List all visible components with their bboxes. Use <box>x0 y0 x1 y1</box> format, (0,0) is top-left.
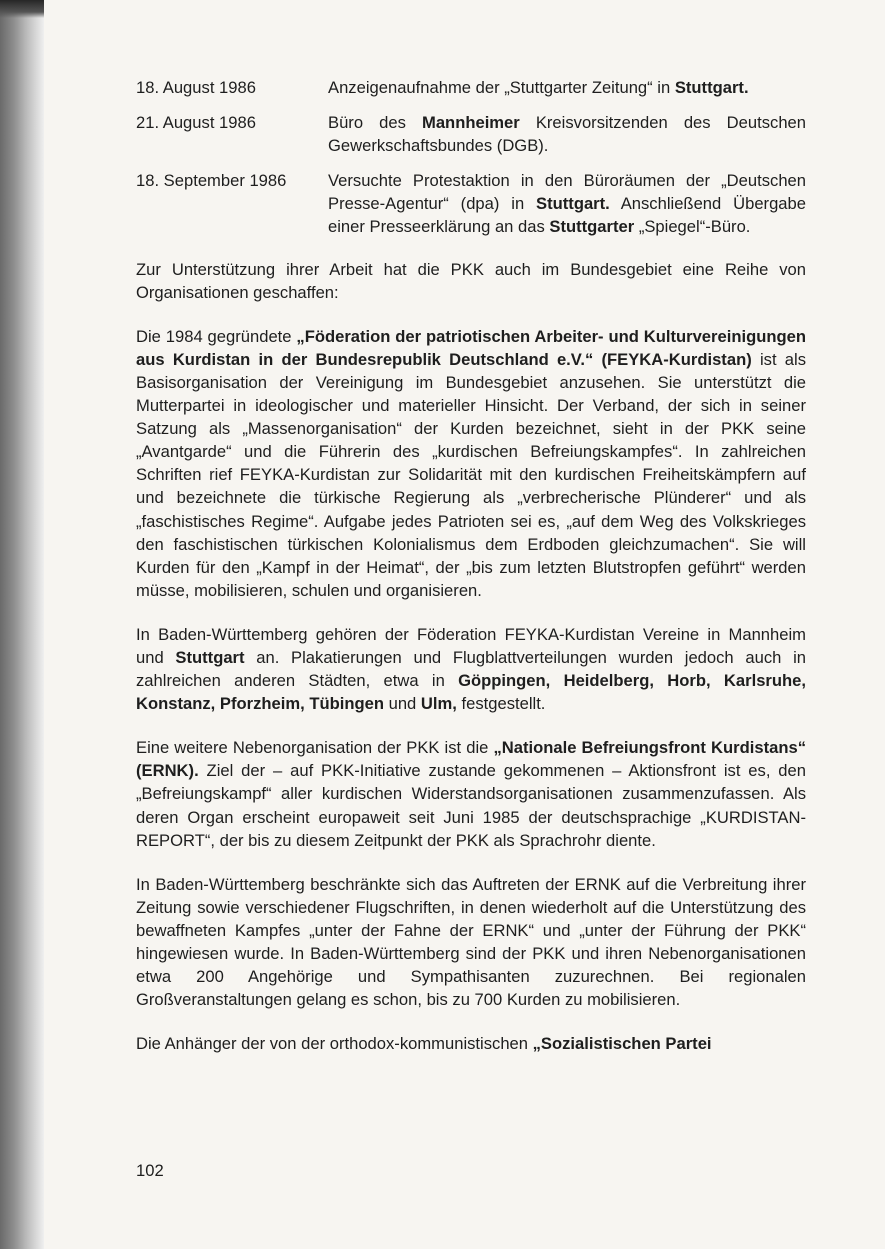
text-run: Büro des <box>328 113 422 133</box>
text-run: Zur Unterstützung ihrer Arbeit hat die PKK auch im Bundesgebiet eine Reihe von Organisationen geschaffen: <box>136 259 806 302</box>
body-paragraph <box>136 736 806 851</box>
text-run: In Baden-Württemberg beschränkte sich das Auftreten der ERNK auf die Verbreitung ihrer Zeitung sowie verschiedener Flugschriften, in denen wiederholt auf die Unterstützung des bewaffneten Kampfes „unter der Fahne der ERNK“ und „unter der Führung der PKK“ hingewiesen wurde. In Baden-Württemberg sind der PKK und ihren Nebenorganisationen etwa 200 Angehörige und Sympathisanten zuzurechnen. Bei regionalen Großveranstaltungen gelang es schon, bis zu 700 Kurden zu mobilisieren. <box>136 874 806 1010</box>
binding-top-shadow <box>0 0 48 18</box>
text-run: festgestellt. <box>456 694 546 714</box>
place-name: Stuttgarter <box>549 217 635 237</box>
text-run: an. Plakatierungen und Flugblattverteilungen wurden jedoch auch in zahlreichen anderen Städten, etwa in <box>136 647 806 691</box>
place-name: Ulm, <box>420 694 457 714</box>
book-binding-shadow <box>0 0 44 1249</box>
place-names: Göppingen, Heidelberg, Horb, Karlsruhe, Konstanz, Pforzheim, Tübingen <box>136 671 806 714</box>
organization-name: „Sozialistischen Partei <box>532 1034 712 1054</box>
text-run: Anschließend Übergabe einer Presseerklärung an das <box>328 194 806 237</box>
text-run: und <box>383 694 421 714</box>
entry-description <box>328 169 806 238</box>
entry-date: 18. September 1986 <box>136 171 287 191</box>
text-run: Eine weitere Nebenorganisation der PKK ist die <box>136 738 494 758</box>
body-paragraph <box>136 873 806 1012</box>
organization-name: „Föderation der patriotischen Arbeiter- und Kulturvereinigungen aus Kurdistan in der Bundesrepublik Deutschland e.V.“ (FEYKA-Kurdistan) <box>136 326 806 369</box>
entry-date: 18. August 1986 <box>136 78 256 97</box>
text-run: Die Anhänger der von der orthodox-kommunistischen <box>136 1034 533 1054</box>
text-run: „Spiegel“-Büro. <box>634 217 751 237</box>
body-paragraph <box>136 623 806 715</box>
chronology-list <box>136 76 806 239</box>
place-name: Stuttgart. <box>536 194 610 214</box>
text-run: ist als Basisorganisation der Vereinigung im Bundesgebiet anzusehen. Sie unterstützt die Mutterpartei in ideologischer und materieller Hinsicht. Der Verband, der sich in seiner Satzung als „Massenorganisation“ der Kurden bezeichnet, sieht in der PKK seine „Avantgarde“ und die Führerin des „kurdischen Befreiungskampfes“. In zahlreichen Schriften rief FEYKA-Kurdistan zur Solidarität mit den kurdischen Freiheitskämpfern auf und bezeichnete die türkische Regierung als „verbrecherische Plünderer“ und als „faschistisches Regime“. Aufgabe jedes Patrioten sei es, „auf dem Weg des Volkskrieges den faschistischen türkischen Kolonialismus dem Erdboden gleichzumachen“. Sie will Kurden für den „Kampf in der Heimat“, der „bis zum letzten Blutstropfen geführt“ werden müsse, mobilisieren, schulen und organisieren. <box>136 349 806 600</box>
page-text <box>136 76 806 1076</box>
body-paragraph <box>136 258 806 304</box>
text-run: Kreisvorsitzenden des Deutschen Gewerkschaftsbundes (DGB). <box>328 113 807 156</box>
text-run: Anzeigenaufnahme der „Stuttgarter Zeitung“ in <box>328 78 675 97</box>
place-name: Stuttgart <box>175 647 245 667</box>
text-run: In Baden-Württemberg gehören der Föderation FEYKA-Kurdistan Vereine in Mannheim und <box>136 624 806 667</box>
text-run: Versuchte Protestaktion in den Büroräumen der „Deutschen Presse-Agentur“ (dpa) in <box>328 171 806 214</box>
chronology-entry <box>136 76 806 99</box>
body-paragraph <box>136 325 806 602</box>
entry-description <box>328 76 806 99</box>
entry-date: 21. August 1986 <box>136 113 256 133</box>
page-number: 102 <box>136 1161 164 1180</box>
entry-description <box>328 111 806 157</box>
place-name: Stuttgart. <box>674 78 749 97</box>
chronology-entry <box>136 111 806 157</box>
chronology-entry <box>136 169 806 238</box>
text-run: Die 1984 gegründete <box>136 326 297 346</box>
body-paragraph <box>136 1032 806 1055</box>
text-run: Ziel der – auf PKK-Initiative zustande gekommenen – Aktionsfront ist es, den „Befreiungskampf“ aller kurdischen Widerstandsorganisationen zusammenzufassen. Als deren Organ erscheint europaweit seit Juni 1985 der deutschsprachige „KURDISTAN-REPORT“, der bis zu diesem Zeitpunkt der PKK als Sprachrohr diente. <box>136 761 806 850</box>
place-name: Mannheimer <box>422 113 520 133</box>
organization-name: „Nationale Befreiungsfront Kurdistans“ (ERNK). <box>136 738 806 781</box>
